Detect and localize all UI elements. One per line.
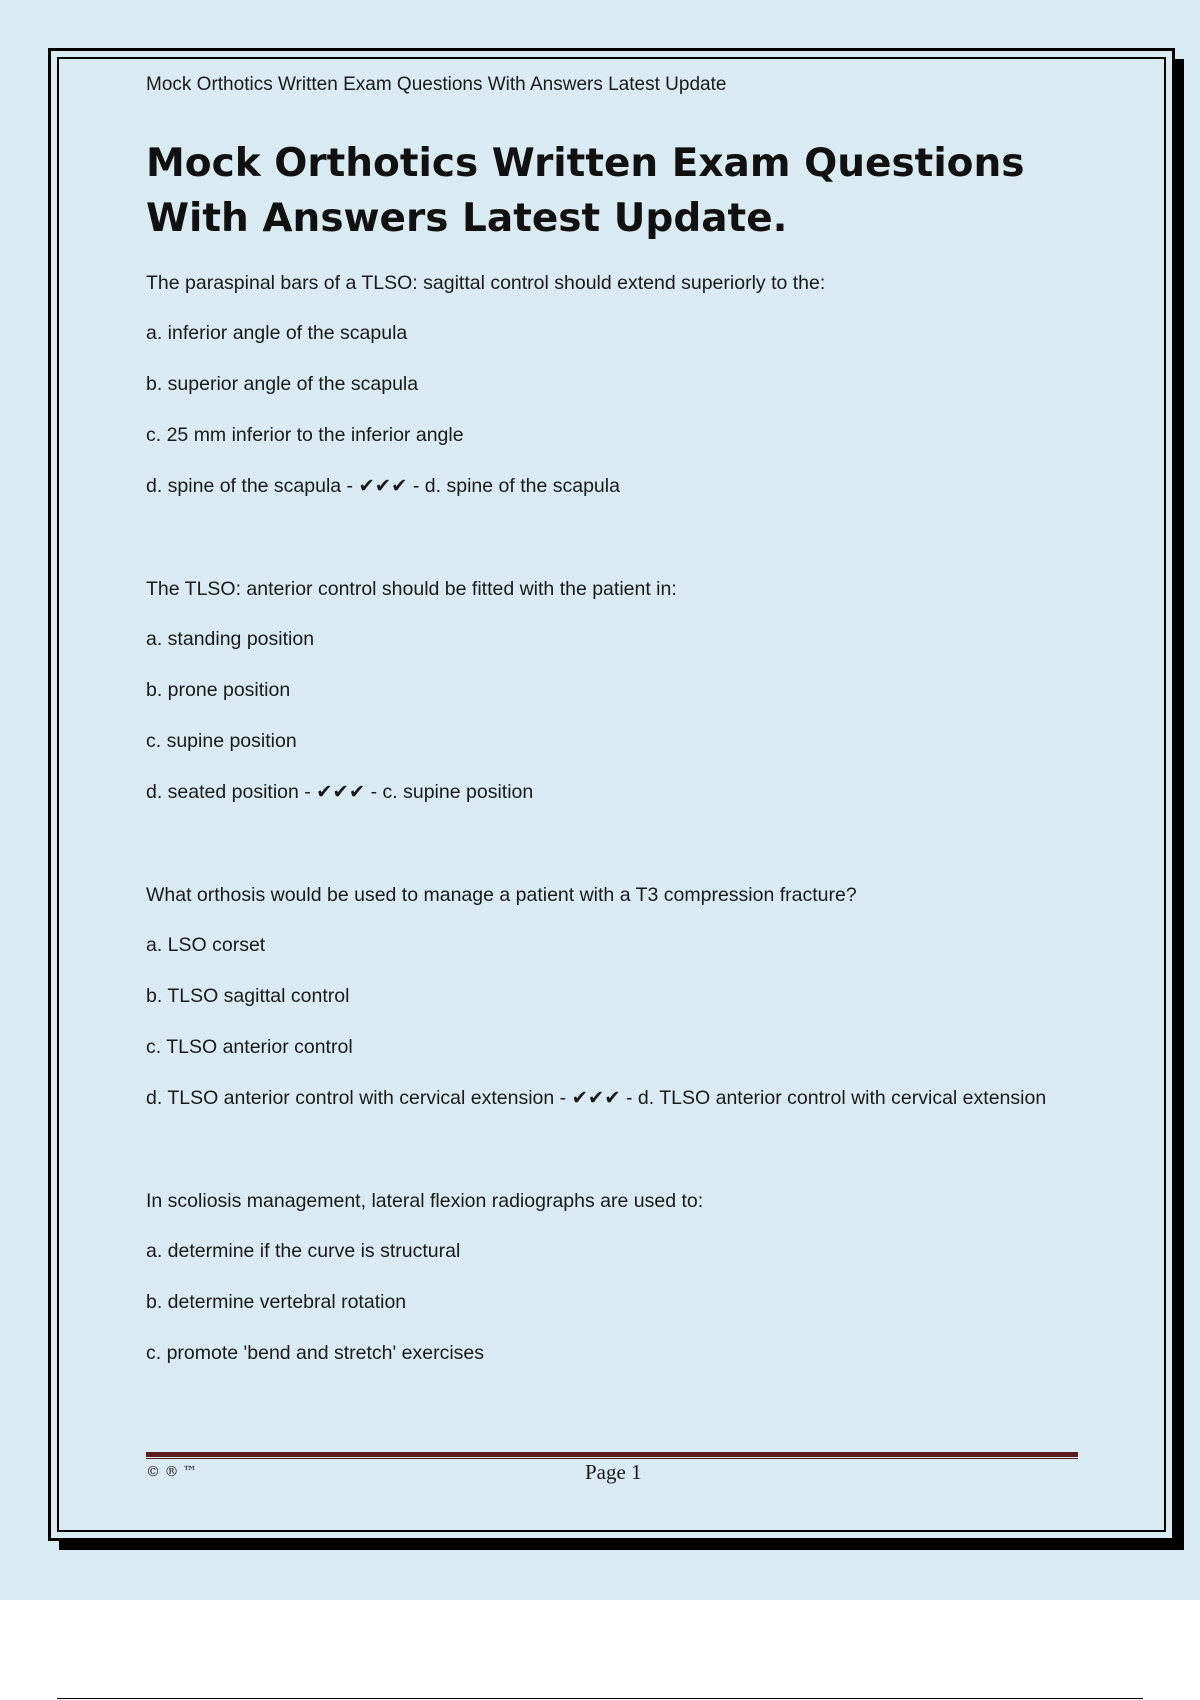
answer-option: d. TLSO anterior control with cervical extension - ✔✔✔ - d. TLSO anterior control with cervical extension [146, 1087, 1047, 1109]
answer-option: c. 25 mm inferior to the inferior angle [146, 424, 464, 446]
question-text: In scoliosis management, lateral flexion radiographs are used to: [146, 1190, 704, 1212]
footer-divider [146, 1452, 1078, 1459]
question-spacer [146, 522, 1076, 574]
answer-option: c. supine position [146, 730, 297, 752]
question-text: The paraspinal bars of a TLSO: sagittal control should extend superiorly to the: [146, 272, 826, 294]
answer-option: d. spine of the scapula - ✔✔✔ - d. spine of the scapula [146, 475, 620, 497]
answer-option: a. determine if the curve is structural [146, 1240, 461, 1262]
answer-option: a. standing position [146, 628, 315, 650]
question-3 [146, 880, 1076, 1114]
document-title: Mock Orthotics Written Exam Questions With Answers Latest Update. [146, 141, 1025, 241]
answer-option: b. superior angle of the scapula [146, 373, 419, 395]
answer-option: b. TLSO sagittal control [146, 985, 350, 1007]
next-page-divider [57, 1698, 1143, 1699]
running-header: Mock Orthotics Written Exam Questions With Answers Latest Update [146, 74, 727, 95]
answer-option: a. LSO corset [146, 934, 266, 956]
answer-option: b. determine vertebral rotation [146, 1291, 407, 1313]
answer-option: c. promote 'bend and stretch' exercises [146, 1342, 485, 1364]
question-text: The TLSO: anterior control should be fitted with the patient in: [146, 578, 677, 600]
question-text: What orthosis would be used to manage a patient with a T3 compression fracture? [146, 884, 857, 906]
footer-trademark-symbols: © ® ™ [146, 1464, 197, 1480]
answer-option: a. inferior angle of the scapula [146, 322, 408, 344]
question-1 [146, 268, 1076, 502]
answer-option: b. prone position [146, 679, 291, 701]
document-content [146, 70, 1076, 1389]
question-4 [146, 1186, 1076, 1369]
answer-option: c. TLSO anterior control [146, 1036, 353, 1058]
question-2 [146, 574, 1076, 808]
answer-option: d. seated position - ✔✔✔ - c. supine position [146, 781, 534, 803]
question-spacer [146, 828, 1076, 880]
question-spacer [146, 1134, 1076, 1186]
page-number: Page 1 [585, 1460, 642, 1484]
